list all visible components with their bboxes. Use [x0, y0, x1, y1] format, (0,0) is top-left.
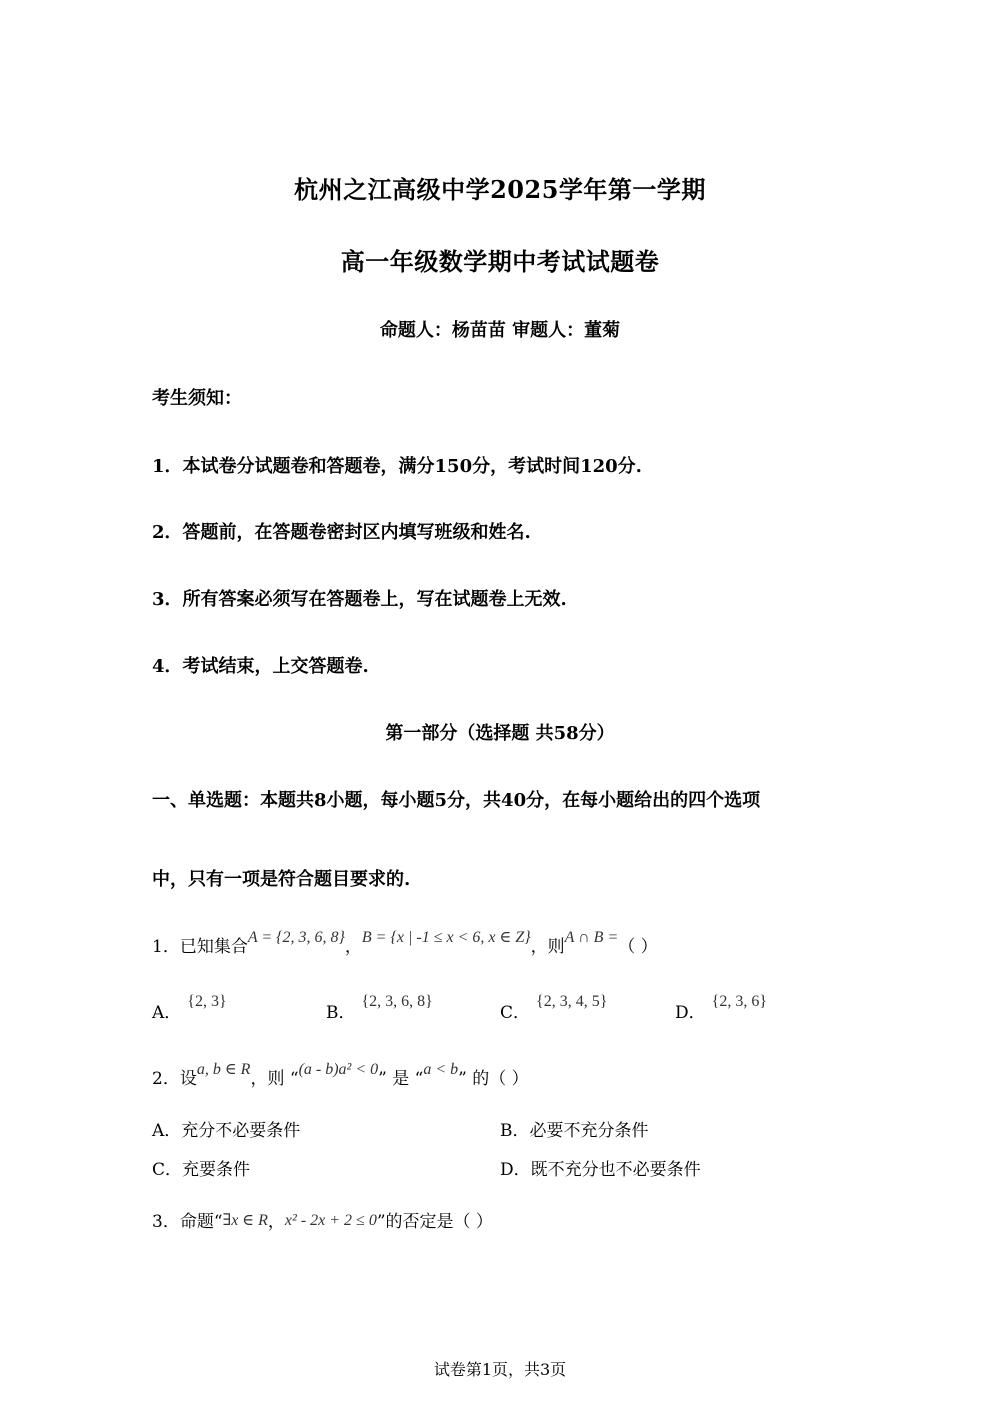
question-2-suffix: ” 的（ ）: [458, 1069, 529, 1089]
notice-heading: 考生须知：: [152, 388, 242, 409]
question-2-math-condition: (a - b)a² < 0: [298, 1061, 379, 1078]
notice-item-1: 1．本试卷分试题卷和答题卷，满分150分，考试时间120分.: [152, 456, 642, 477]
question-1-option-b: B．{2, 3, 6, 8}: [326, 993, 433, 1023]
question-1-intersection: A ∩ B =: [564, 929, 619, 946]
question-2-option-c: C．充要条件: [152, 1160, 251, 1180]
question-2-math-conclusion: a < b: [423, 1061, 459, 1078]
section-instruction-line2: 中，只有一项是符合题目要求的.: [152, 869, 411, 890]
page-footer: 试卷第1页，共3页: [433, 1360, 567, 1379]
exam-authors: 命题人：杨苗苗 审题人：董菊: [379, 320, 621, 341]
exam-title-line2: 高一年级数学期中考试试题卷: [340, 247, 660, 276]
question-1-set-b: B = {x | -1 ≤ x < 6, x ∈ Z}: [361, 929, 531, 946]
question-3-math-inequality: x² - 2x + 2 ≤ 0: [284, 1212, 377, 1229]
question-2-math-domain: a, b ∈ R: [196, 1061, 251, 1078]
question-3: [152, 1207, 493, 1232]
question-1-prefix: 1．已知集合: [152, 937, 248, 957]
question-2-option-b: B．必要不充分条件: [500, 1121, 649, 1141]
question-2-option-d: D．既不充分也不必要条件: [500, 1160, 701, 1180]
question-1-option-a: A．{2, 3}: [152, 993, 227, 1023]
part1-heading: 第一部分（选择题 共58分）: [385, 723, 615, 744]
question-1-set-a: A = {2, 3, 6, 8}: [247, 929, 345, 946]
question-3-math-quantifier: ∃x ∈ R: [222, 1212, 268, 1229]
notice-item-3: 3．所有答案必须写在答题卷上，写在试题卷上无效.: [152, 589, 567, 610]
question-2-sep2: ” 是 “: [378, 1069, 424, 1089]
question-3-suffix: ”的否定是（ ）: [376, 1212, 493, 1232]
notice-item-2: 2．答题前，在答题卷密封区内填写班级和姓名.: [152, 522, 531, 543]
question-3-prefix: 3．命题“: [152, 1212, 223, 1232]
question-1-sep2: ，则: [530, 937, 565, 957]
question-1-option-d: D．{2, 3, 6}: [675, 993, 767, 1023]
question-1-sep1: ，: [344, 937, 362, 957]
question-2-sep1: ，则 “: [250, 1069, 299, 1089]
section-instruction-line1: 一、单选题：本题共8小题，每小题5分，共40分，在每小题给出的四个选项: [152, 790, 761, 811]
question-2-option-a: A．充分不必要条件: [152, 1121, 301, 1141]
question-3-sep1: ，: [267, 1212, 285, 1232]
question-1: [152, 929, 658, 957]
notice-item-4: 4．考试结束，上交答题卷.: [152, 656, 369, 677]
question-1-option-c: C．{2, 3, 4, 5}: [500, 993, 608, 1023]
exam-title-line1: 杭州之江高级中学2025学年第一学期: [294, 175, 706, 204]
question-2: [152, 1061, 529, 1089]
question-1-suffix: （ ）: [618, 937, 658, 957]
question-2-prefix: 2．设: [152, 1069, 197, 1089]
